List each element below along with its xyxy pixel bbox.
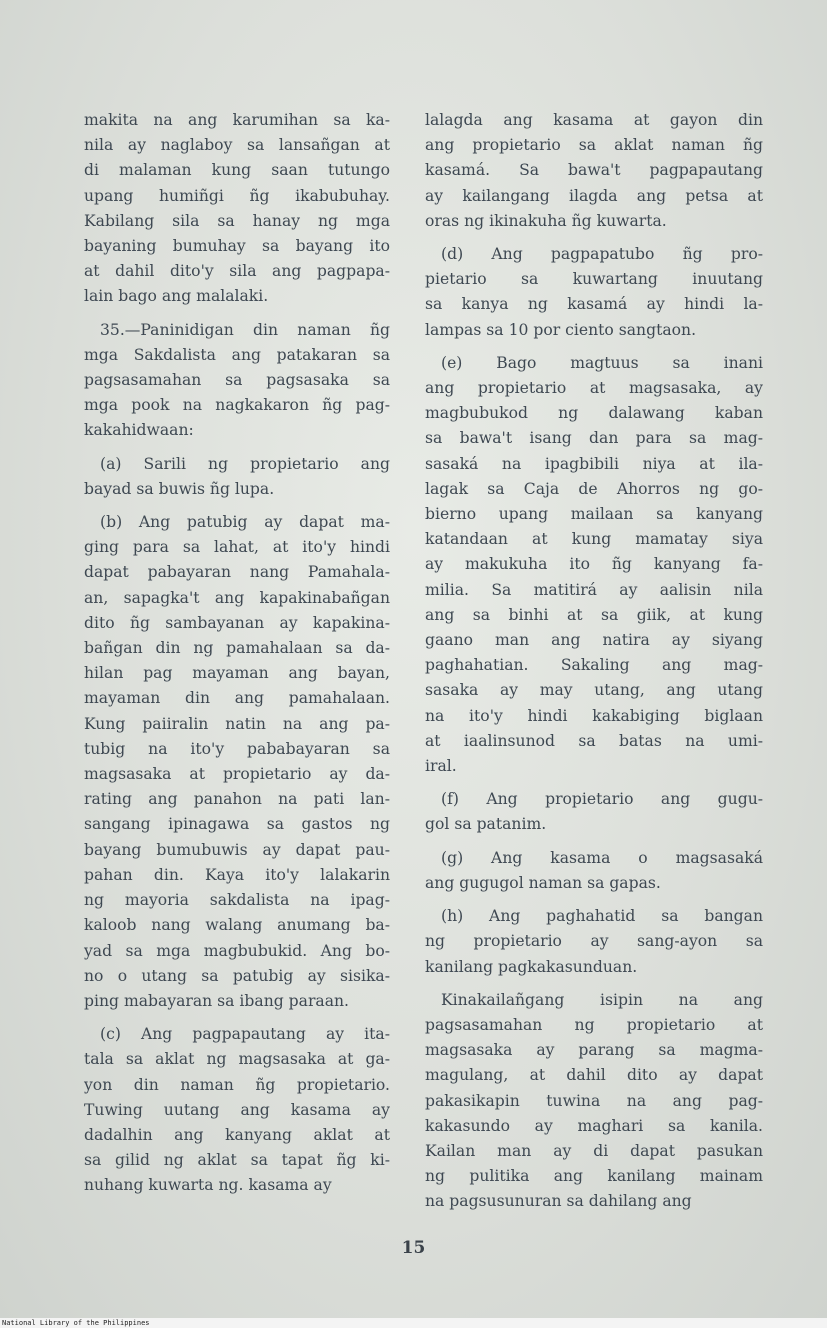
paragraph — [84, 108, 390, 310]
text-line: sa kanya ng kasamá ay hindi la- — [425, 295, 763, 314]
text-line: pahan din. Kaya ito'y lalakarin — [84, 865, 390, 884]
text-line: Kabilang sila sa hanay ng mga — [84, 211, 390, 230]
text-line: dito ñg sambayanan ay kapakina- — [84, 613, 390, 632]
text-line: ang sa binhi at sa giik, at kung — [425, 605, 763, 624]
text-line: bayad sa buwis ñg lupa. — [84, 479, 275, 498]
paragraph — [425, 846, 763, 896]
text-line: ang propietario at magsasaka, ay — [425, 379, 763, 398]
text-line: bayaning bumuhay sa bayang ito — [84, 237, 390, 256]
text-line: pagsasamahan sa pagsasaka sa — [84, 371, 390, 390]
text-line: lampas sa 10 por ciento sangtaon. — [425, 320, 697, 339]
text-line: gaano man ang natira ay siyang — [425, 631, 763, 650]
text-line: magsasaka at propietario ay da- — [84, 765, 390, 784]
text-line: tubig na ito'y pababayaran sa — [84, 739, 390, 758]
text-line: Kailan man ay di dapat pasukan — [425, 1141, 763, 1160]
text-line: dadalhin ang kanyang aklat at — [84, 1125, 390, 1144]
paragraph — [84, 452, 390, 502]
text-line: ng mayoria sakdalista na ipag- — [84, 891, 390, 910]
text-line: pietario sa kuwartang inuutang — [425, 270, 763, 289]
text-line: ging para sa lahat, at ito'y hindi — [84, 538, 390, 557]
text-line: nuhang kuwarta ng. kasama ay — [84, 1176, 332, 1195]
text-line: at iaalinsunod sa batas na umi- — [425, 731, 763, 750]
text-line: kasamá. Sa bawa't pagpapautang — [425, 161, 763, 180]
text-line: pakasikapin tuwina na ang pag- — [425, 1091, 763, 1110]
text-line: ng pulitika ang kanilang mainam — [425, 1167, 763, 1186]
text-line: dapat pabayaran nang Pamahala- — [84, 563, 390, 582]
text-line: kakasundo ay maghari sa kanila. — [425, 1116, 763, 1135]
text-line: kanilang pagkakasunduan. — [425, 957, 638, 976]
text-line: (g) Ang kasama o magsasaká — [441, 848, 763, 867]
text-line: (h) Ang paghahatid sa bangan — [441, 907, 763, 926]
text-line: ay kailangang ilagda ang petsa at — [425, 186, 763, 205]
text-line: iral. — [425, 757, 457, 776]
text-line: di malaman kung saan tutungo — [84, 161, 390, 180]
text-line: lain bago ang malalaki. — [84, 287, 269, 306]
paragraph — [425, 988, 763, 1215]
text-line: nila ay naglaboy sa lansañgan at — [84, 136, 390, 155]
text-line: Kinakailañgang isipin na ang — [441, 990, 763, 1009]
text-line: yon din naman ñg propietario. — [84, 1075, 390, 1094]
text-line: ping mabayaran sa ibang paraan. — [84, 991, 350, 1010]
text-line: oras ng ikinakuha ñg kuwarta. — [425, 211, 667, 230]
text-line: no o utang sa patubig ay sisika- — [84, 966, 390, 985]
text-line: ay makukuha ito ñg kanyang fa- — [425, 555, 763, 574]
text-line: makita na ang karumihan sa ka- — [84, 111, 390, 129]
text-line: sa bawa't isang dan para sa mag- — [425, 429, 763, 448]
text-line: at dahil dito'y sila ang pagpapa- — [84, 262, 390, 281]
text-line: magulang, at dahil dito ay dapat — [425, 1066, 763, 1085]
text-line: magsasaka ay parang sa magma- — [425, 1041, 763, 1060]
text-line: sa gilid ng aklat sa tapat ñg ki- — [84, 1151, 390, 1170]
text-line: rating ang panahon na pati lan- — [84, 790, 390, 809]
text-line: katandaan at kung mamatay siya — [425, 530, 763, 549]
paragraph — [425, 242, 763, 343]
paragraph — [425, 108, 763, 234]
text-line: bañgan din ng pamahalaan sa da- — [84, 639, 390, 658]
text-line: ang gugugol naman sa gapas. — [425, 873, 661, 892]
paragraph — [84, 318, 390, 444]
text-line: (f) Ang propietario ang gugu- — [441, 790, 763, 809]
library-footer: National Library of the Philippines — [0, 1318, 827, 1328]
text-line: sasaká na ipagbibili niya at ila- — [425, 454, 763, 473]
text-line: ang propietario sa aklat naman ñg — [425, 136, 763, 155]
text-line: na pagsusunuran sa dahilang ang — [425, 1192, 692, 1211]
text-line: mga pook na nagkakaron ñg pag- — [84, 396, 390, 415]
text-line: lagak sa Caja de Ahorros ng go- — [425, 479, 763, 498]
text-line: milia. Sa matitirá ay aalisin nila — [425, 580, 763, 599]
text-line: ng propietario ay sang-ayon sa — [425, 932, 763, 951]
text-line: kakahidwaan: — [84, 421, 194, 440]
text-line: yad sa mga magbubukid. Ang bo- — [84, 941, 390, 960]
text-line: (e) Bago magtuus sa inani — [441, 353, 763, 372]
paragraph — [425, 351, 763, 779]
paragraph — [84, 1022, 390, 1198]
paragraph — [425, 904, 763, 980]
page-number: 15 — [401, 1238, 426, 1258]
text-line: tala sa aklat ng magsasaka at ga- — [84, 1050, 390, 1069]
text-line: pagsasamahan ng propietario at — [425, 1015, 763, 1034]
text-line: upang humiñgi ñg ikabubuhay. — [84, 186, 390, 205]
text-line: sangang ipinagawa sa gastos ng — [84, 815, 390, 834]
paragraph — [84, 510, 390, 1014]
text-line: lalagda ang kasama at gayon din — [425, 111, 763, 129]
text-line: bierno upang mailaan sa kanyang — [425, 505, 763, 524]
paragraph — [425, 787, 763, 837]
text-line: an, sapagka't ang kapakinabañgan — [84, 588, 390, 607]
text-line: gol sa patanim. — [425, 815, 547, 834]
text-line: Tuwing uutang ang kasama ay — [84, 1100, 390, 1119]
text-line: mayaman din ang pamahalaan. — [84, 689, 390, 708]
text-line: paghahatian. Sakaling ang mag- — [425, 656, 763, 675]
right-column — [425, 108, 763, 1223]
text-line: na ito'y hindi kakabiging biglaan — [425, 706, 763, 725]
left-column — [84, 108, 390, 1207]
text-line: mga Sakdalista ang patakaran sa — [84, 345, 390, 364]
text-line: Kung paiiralin natin na ang pa- — [84, 714, 390, 733]
text-line: (a) Sarili ng propietario ang — [100, 454, 390, 473]
text-line: bayang bumubuwis ay dapat pau- — [84, 840, 390, 859]
text-line: magbubukod ng dalawang kaban — [425, 404, 763, 423]
text-line: hilan pag mayaman ang bayan, — [84, 664, 390, 683]
text-line: kaloob nang walang anumang ba- — [84, 916, 390, 935]
text-line: (c) Ang pagpapautang ay ita- — [100, 1025, 390, 1044]
text-line: (b) Ang patubig ay dapat ma- — [100, 513, 390, 532]
text-line: (d) Ang pagpapatubo ñg pro- — [441, 245, 763, 264]
text-line: 35.—Paninidigan din naman ñg — [100, 320, 390, 339]
text-line: sasaka ay may utang, ang utang — [425, 681, 763, 700]
